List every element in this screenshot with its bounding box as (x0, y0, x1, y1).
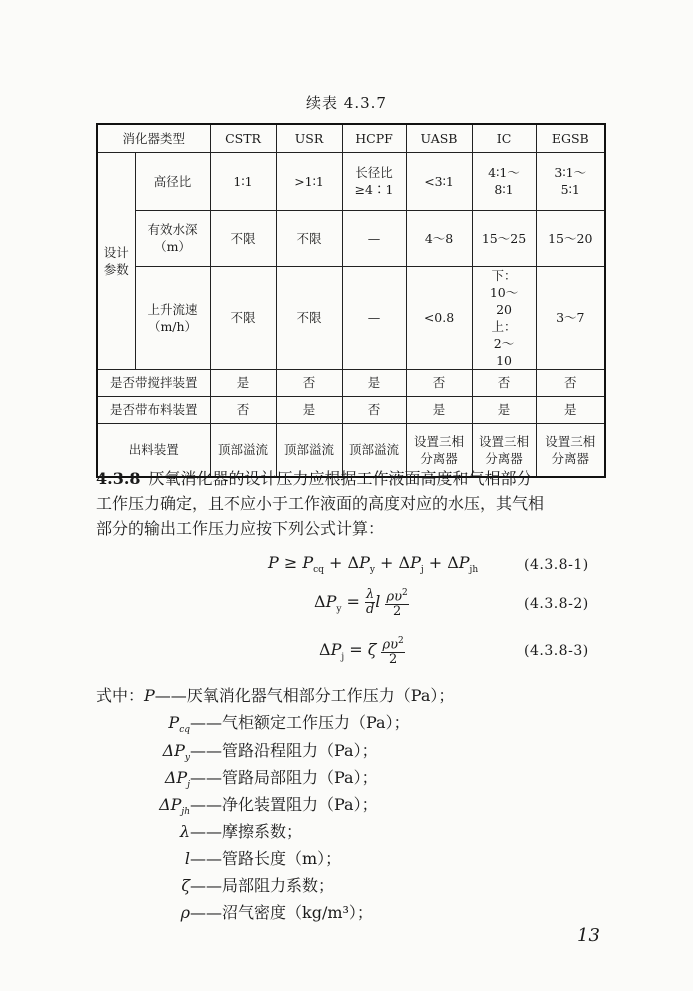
section-line-1 (96, 466, 616, 491)
equation-1: $P \ge P_{cq} + \Delta P_y + \Delta P_j + \Delta P_{jh}$ (268, 553, 479, 576)
table-cell: 是 (342, 369, 406, 396)
definition-item (132, 765, 378, 790)
definition-symbol: $\Delta P_y$ (162, 741, 190, 764)
header-cell: 消化器类型 (97, 124, 210, 152)
definition-item (150, 873, 334, 896)
table-cell: 否 (276, 369, 342, 396)
table-cell: 否 (472, 369, 536, 396)
table-cell: — (342, 210, 406, 266)
definition-item (96, 683, 454, 706)
row-label: 上升流速（m/h） (135, 266, 210, 369)
table-cell: 顶部溢流 (342, 423, 406, 477)
equation-2: $\Delta P_y$ = $\frac{\lambda}{d}$ l $\frac{\rho\upsilon^2}{2}$ (314, 587, 408, 620)
table-cell: 1∶1 (210, 152, 276, 210)
table-cell: 下：10～20 上：2～10 (472, 266, 536, 369)
table-cell: <3∶1 (406, 152, 472, 210)
definition-symbol: P (144, 686, 155, 705)
table-cell: 顶部溢流 (276, 423, 342, 477)
equation-number: (4.3.8-2) (524, 596, 589, 612)
table-cell: 设置三相分离器 (536, 423, 605, 477)
table-cell: 设置三相分离器 (406, 423, 472, 477)
table-cell: 否 (342, 396, 406, 423)
definition-symbol: λ (179, 822, 190, 841)
table-cell: >1∶1 (276, 152, 342, 210)
definition-item (150, 900, 373, 923)
equation-number: (4.3.8-3) (524, 643, 589, 659)
table-cell: 是 (472, 396, 536, 423)
header-cell: UASB (406, 124, 472, 152)
definition-text: ——管路沿程阻力（Pa）； (190, 741, 378, 760)
group-label: 设计参数 (103, 244, 129, 277)
definition-text: ——厌氧消化器气相部分工作压力（Pa）； (154, 686, 455, 705)
table-cell: 15～25 (472, 210, 536, 266)
group-label-cell (97, 152, 135, 369)
table-row (97, 396, 605, 423)
section-text: 厌氧消化器的设计压力应根据工作液面高度和气相部分 (148, 469, 533, 488)
row-label: 是否带布料装置 (97, 396, 210, 423)
definition-item (132, 738, 378, 763)
section-line-2: 工作压力确定，且不应小于工作液面的高度对应的水压，其气相 (96, 494, 545, 513)
row-label: 高径比 (135, 152, 210, 210)
section-4-3-8 (96, 466, 616, 541)
table-cell: 是 (276, 396, 342, 423)
definition-text: ——净化装置阻力（Pa）； (190, 795, 378, 814)
table-cell: 15～20 (536, 210, 605, 266)
table-row (97, 210, 605, 266)
definition-text: ——管路长度（m）； (190, 849, 342, 868)
table-cell: 是 (210, 369, 276, 396)
table-cell: 不限 (276, 210, 342, 266)
table-cell: 否 (536, 369, 605, 396)
definition-text: ——管路局部阻力（Pa）； (190, 768, 378, 787)
definition-text: ——局部阻力系数； (190, 876, 335, 895)
table-cell: 4∶1～8∶1 (472, 152, 536, 210)
equation-number: (4.3.8-1) (524, 557, 589, 573)
definition-symbol: $\Delta P_j$ (164, 768, 190, 791)
header-cell: IC (472, 124, 536, 152)
table-header-row (97, 124, 605, 152)
table-row (97, 152, 605, 210)
table-cell: 不限 (276, 266, 342, 369)
definition-symbol: ζ (181, 876, 190, 895)
header-cell: HCPF (342, 124, 406, 152)
definition-symbol: $\Delta P_{jh}$ (159, 795, 190, 818)
header-cell: USR (276, 124, 342, 152)
equation-3: $\Delta P_j = \zeta$ $\frac{\rho\upsilon^2}{2}$ (319, 636, 404, 668)
definition-item (150, 819, 302, 842)
table-cell: 不限 (210, 210, 276, 266)
table-cell: 设置三相分离器 (472, 423, 536, 477)
header-cell: EGSB (536, 124, 605, 152)
definition-symbol: l (184, 849, 190, 868)
definition-text: ——气柜额定工作压力（Pa）； (190, 713, 410, 732)
fraction: $\frac{\rho\upsilon^2}{2}$ (382, 636, 404, 668)
table-cell: 4～8 (406, 210, 472, 266)
table-cell: 长径比≥4∶1 (342, 152, 406, 210)
fraction: $\frac{\rho\upsilon^2}{2}$ (386, 588, 408, 620)
table-caption: 续表 4.3.7 (306, 94, 387, 112)
row-label: 有效水深（m） (135, 210, 210, 266)
row-label: 是否带搅拌装置 (97, 369, 210, 396)
table-cell: 不限 (210, 266, 276, 369)
table-cell: 是 (536, 396, 605, 423)
header-cell: CSTR (210, 124, 276, 152)
digester-spec-table (96, 123, 606, 478)
definition-symbol: ρ (180, 903, 190, 922)
definition-symbol: $P_{cq}$ (168, 713, 190, 736)
page-number: 13 (577, 925, 600, 946)
fraction: $\frac{\lambda}{d}$ (365, 587, 375, 618)
definition-item (128, 792, 378, 817)
table-cell: — (342, 266, 406, 369)
section-line-3: 部分的输出工作压力应按下列公式计算： (96, 519, 385, 538)
definitions-intro: 式中： (96, 686, 145, 705)
definition-item (138, 710, 410, 735)
table-cell: 否 (210, 396, 276, 423)
definition-item (150, 846, 341, 869)
table-cell: 顶部溢流 (210, 423, 276, 477)
table-cell: 3～7 (536, 266, 605, 369)
table-cell: 3∶1～5∶1 (536, 152, 605, 210)
table-row (97, 266, 605, 369)
row-label: 出料装置 (97, 423, 210, 477)
table-cell: 是 (406, 396, 472, 423)
section-number: 4.3.8 (96, 469, 141, 488)
table-cell: 否 (406, 369, 472, 396)
definition-text: ——摩擦系数； (190, 822, 303, 841)
definition-text: ——沼气密度（kg/m³）； (190, 903, 373, 922)
table-cell: <0.8 (406, 266, 472, 369)
table-row (97, 369, 605, 396)
